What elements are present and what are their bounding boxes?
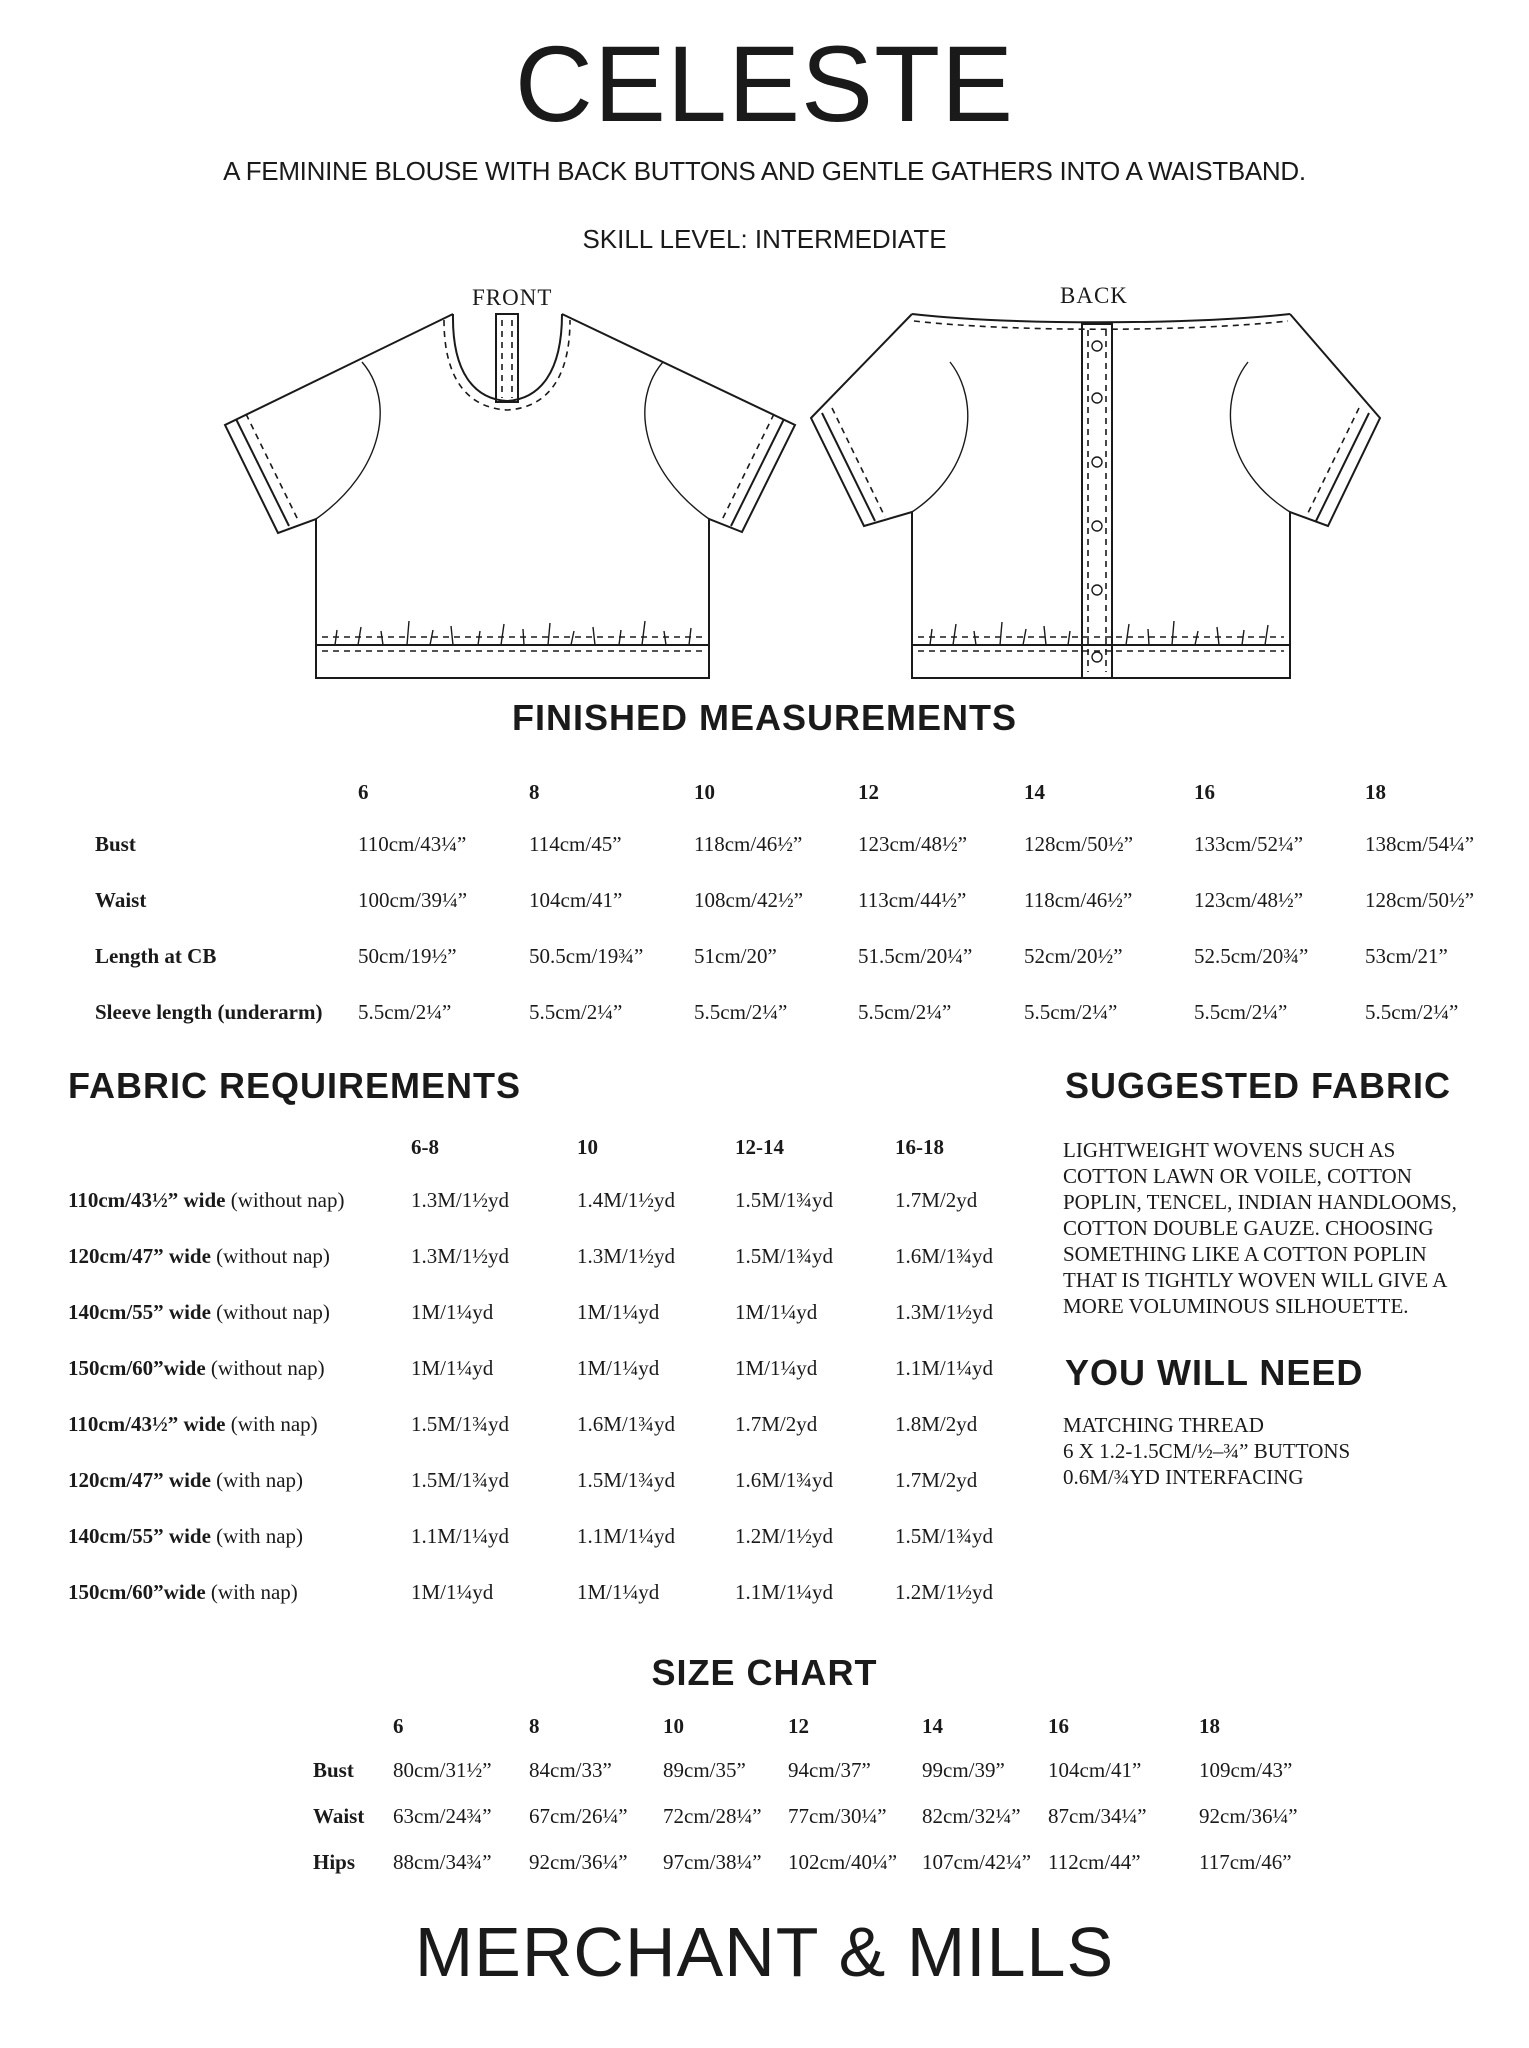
fabric-width: 120cm/47” wide xyxy=(68,1243,211,1268)
yardage-cell: 1M/1¼yd xyxy=(577,1355,660,1380)
yardage-cell: 1M/1¼yd xyxy=(411,1355,494,1380)
value-cell: 53cm/21” xyxy=(1365,943,1448,968)
value-cell: 52cm/20½” xyxy=(1024,943,1123,968)
fabric-size-header-row xyxy=(68,1122,1035,1172)
yardage-cell: 1.2M/1½yd xyxy=(895,1579,994,1604)
size-chart-row-bust xyxy=(313,1747,1329,1793)
empty-cell xyxy=(95,768,358,816)
size-label: 12 xyxy=(788,1713,809,1738)
size-range-label: 16-18 xyxy=(895,1134,944,1159)
size-range-label: 6-8 xyxy=(411,1134,439,1159)
value-cell: 123cm/48½” xyxy=(1194,887,1304,912)
text-line: LIGHTWEIGHT WOVENS SUCH AS xyxy=(1063,1138,1396,1162)
size-label: 16 xyxy=(1048,1713,1069,1738)
value-cell: 138cm/54¼” xyxy=(1365,831,1475,856)
back-view-label: BACK xyxy=(1060,283,1128,308)
text-line: POPLIN, TENCEL, INDIAN HANDLOOMS, xyxy=(1063,1190,1457,1214)
value-cell: 5.5cm/2¼” xyxy=(1024,999,1118,1024)
value-cell: 100cm/39¼” xyxy=(358,887,468,912)
value-cell: 92cm/36¼” xyxy=(1199,1803,1298,1828)
value-cell: 5.5cm/2¼” xyxy=(358,999,452,1024)
nap-note: (with nap) xyxy=(216,1523,304,1548)
size-label: 18 xyxy=(1199,1713,1220,1738)
pattern-title: CELESTE xyxy=(514,23,1015,144)
yardage-cell: 1M/1¼yd xyxy=(735,1299,818,1324)
fabric-requirements-heading: FABRIC REQUIREMENTS xyxy=(68,1065,522,1106)
value-cell: 112cm/44” xyxy=(1048,1849,1141,1874)
yardage-cell: 1M/1¼yd xyxy=(411,1579,494,1604)
yardage-cell: 1M/1¼yd xyxy=(577,1579,660,1604)
size-label: 10 xyxy=(694,779,715,804)
value-cell: 77cm/30¼” xyxy=(788,1803,887,1828)
nap-note: (with nap) xyxy=(216,1467,304,1492)
size-label: 14 xyxy=(922,1713,943,1738)
list-item: MATCHING THREAD xyxy=(1063,1413,1264,1437)
fabric-width-cell xyxy=(68,1172,411,1228)
yardage-cell: 1.3M/1½yd xyxy=(411,1187,510,1212)
yardage-cell: 1.1M/1¼yd xyxy=(411,1523,510,1548)
row-label: Waist xyxy=(95,887,147,912)
value-cell: 51.5cm/20¼” xyxy=(858,943,973,968)
fabric-width: 110cm/43½” wide xyxy=(68,1187,226,1212)
yardage-cell: 1.5M/1¾yd xyxy=(735,1243,834,1268)
yardage-cell: 1.6M/1¾yd xyxy=(735,1467,834,1492)
yardage-cell: 1.6M/1¾yd xyxy=(895,1243,994,1268)
value-cell: 97cm/38¼” xyxy=(663,1849,762,1874)
value-cell: 114cm/45” xyxy=(529,831,622,856)
yardage-cell: 1.1M/1¼yd xyxy=(577,1523,676,1548)
size-label: 14 xyxy=(1024,779,1045,804)
yardage-cell: 1.7M/2yd xyxy=(735,1411,818,1436)
row-label: Bust xyxy=(313,1757,354,1782)
text-line: MORE VOLUMINOUS SILHOUETTE. xyxy=(1063,1294,1409,1318)
value-cell: 118cm/46½” xyxy=(694,831,803,856)
value-cell: 117cm/46” xyxy=(1199,1849,1292,1874)
finished-measurements-table xyxy=(95,768,1505,1040)
yardage-cell: 1.5M/1¾yd xyxy=(735,1187,834,1212)
value-cell: 102cm/40¼” xyxy=(788,1849,898,1874)
text-line: COTTON LAWN OR VOILE, COTTON xyxy=(1063,1164,1412,1188)
value-cell: 123cm/48½” xyxy=(858,831,968,856)
value-cell: 113cm/44½” xyxy=(858,887,967,912)
value-cell: 92cm/36¼” xyxy=(529,1849,628,1874)
fabric-row xyxy=(68,1508,1035,1564)
value-cell: 63cm/24¾” xyxy=(393,1803,492,1828)
fabric-row xyxy=(68,1564,1035,1620)
size-label: 8 xyxy=(529,1713,540,1738)
size-range-label: 12-14 xyxy=(735,1134,784,1159)
value-cell: 50.5cm/19¾” xyxy=(529,943,644,968)
size-chart-heading: SIZE CHART xyxy=(651,1652,878,1693)
fabric-width: 150cm/60”wide xyxy=(68,1355,206,1380)
size-label: 12 xyxy=(858,779,879,804)
value-cell: 118cm/46½” xyxy=(1024,887,1133,912)
value-cell: 5.5cm/2¼” xyxy=(858,999,952,1024)
fabric-row xyxy=(68,1228,1035,1284)
value-cell: 50cm/19½” xyxy=(358,943,457,968)
value-cell: 89cm/35” xyxy=(663,1757,746,1782)
you-will-need-heading: YOU WILL NEED xyxy=(1065,1352,1364,1393)
value-cell: 5.5cm/2¼” xyxy=(529,999,623,1024)
fabric-width: 120cm/47” wide xyxy=(68,1467,211,1492)
value-cell: 110cm/43¼” xyxy=(358,831,467,856)
suggested-fabric-text xyxy=(1063,1137,1457,1319)
fabric-width: 150cm/60”wide xyxy=(68,1579,206,1604)
size-label: 8 xyxy=(529,779,540,804)
size-chart-row-hips xyxy=(313,1839,1329,1885)
text-line: COTTON DOUBLE GAUZE. CHOOSING xyxy=(1063,1216,1434,1240)
text-line: SOMETHING LIKE A COTTON POPLIN xyxy=(1063,1242,1427,1266)
yardage-cell: 1M/1¼yd xyxy=(577,1299,660,1324)
fabric-width-cell xyxy=(68,1564,411,1620)
value-cell: 67cm/26¼” xyxy=(529,1803,628,1828)
measurement-row-sleeve xyxy=(95,984,1505,1040)
measurement-row-bust xyxy=(95,816,1505,872)
fabric-width: 140cm/55” wide xyxy=(68,1299,211,1324)
garment-illustration xyxy=(0,0,1529,700)
suggested-fabric-heading: SUGGESTED FABRIC xyxy=(1065,1065,1452,1106)
yardage-cell: 1M/1¼yd xyxy=(411,1299,494,1324)
text-line: THAT IS TIGHTLY WOVEN WILL GIVE A xyxy=(1063,1268,1448,1292)
fabric-requirements-table xyxy=(68,1122,1035,1620)
yardage-cell: 1M/1¼yd xyxy=(735,1355,818,1380)
size-label: 6 xyxy=(393,1713,404,1738)
yardage-cell: 1.7M/2yd xyxy=(895,1187,978,1212)
yardage-cell: 1.4M/1½yd xyxy=(577,1187,676,1212)
value-cell: 104cm/41” xyxy=(529,887,623,912)
value-cell: 133cm/52¼” xyxy=(1194,831,1304,856)
size-chart-table xyxy=(313,1705,1329,1885)
row-label: Length at CB xyxy=(95,943,217,968)
size-range-label: 10 xyxy=(577,1134,598,1159)
size-label: 18 xyxy=(1365,779,1386,804)
fabric-row xyxy=(68,1172,1035,1228)
yardage-cell: 1.1M/1¼yd xyxy=(895,1355,994,1380)
measurement-row-length xyxy=(95,928,1505,984)
brand-footer: MERCHANT & MILLS xyxy=(414,1913,1115,1991)
value-cell: 104cm/41” xyxy=(1048,1757,1142,1782)
value-cell: 108cm/42½” xyxy=(694,887,804,912)
value-cell: 109cm/43” xyxy=(1199,1757,1293,1782)
front-view-drawing xyxy=(225,314,795,678)
value-cell: 72cm/28¼” xyxy=(663,1803,762,1828)
value-cell: 84cm/33” xyxy=(529,1757,612,1782)
skill-level: SKILL LEVEL: INTERMEDIATE xyxy=(582,224,947,254)
size-chart-header-row xyxy=(313,1705,1329,1747)
value-cell: 87cm/34¼” xyxy=(1048,1803,1147,1828)
measurement-row-waist xyxy=(95,872,1505,928)
row-label: Hips xyxy=(313,1849,356,1874)
fabric-width-cell xyxy=(68,1228,411,1284)
fabric-width-cell xyxy=(68,1396,411,1452)
list-item: 0.6M/¾YD INTERFACING xyxy=(1063,1465,1304,1489)
fabric-row xyxy=(68,1452,1035,1508)
fabric-width-cell xyxy=(68,1340,411,1396)
value-cell: 82cm/32¼” xyxy=(922,1803,1021,1828)
row-label: Waist xyxy=(313,1803,365,1828)
fabric-width-cell xyxy=(68,1508,411,1564)
back-view-drawing xyxy=(811,314,1380,678)
value-cell: 80cm/31½” xyxy=(393,1757,492,1782)
pattern-subtitle: A FEMININE BLOUSE WITH BACK BUTTONS AND GENTLE GATHERS INTO A WAISTBAND. xyxy=(223,156,1306,186)
list-item: 6 X 1.2-1.5CM/½–¾” BUTTONS xyxy=(1063,1439,1351,1463)
fabric-width: 110cm/43½” wide xyxy=(68,1411,226,1436)
nap-note: (without nap) xyxy=(210,1355,325,1380)
yardage-cell: 1.6M/1¾yd xyxy=(577,1411,676,1436)
fabric-row xyxy=(68,1284,1035,1340)
fabric-row xyxy=(68,1340,1035,1396)
yardage-cell: 1.3M/1½yd xyxy=(577,1243,676,1268)
yardage-cell: 1.5M/1¾yd xyxy=(411,1411,510,1436)
yardage-cell: 1.5M/1¾yd xyxy=(411,1467,510,1492)
nap-note: (without nap) xyxy=(216,1299,330,1324)
nap-note: (without nap) xyxy=(216,1243,330,1268)
yardage-cell: 1.1M/1¼yd xyxy=(735,1579,834,1604)
fabric-width: 140cm/55” wide xyxy=(68,1523,211,1548)
row-label: Bust xyxy=(95,831,136,856)
size-header-row xyxy=(95,768,1505,816)
front-view-label: FRONT xyxy=(472,285,553,310)
size-label: 10 xyxy=(663,1713,684,1738)
nap-note: (without nap) xyxy=(230,1187,345,1212)
yardage-cell: 1.3M/1½yd xyxy=(895,1299,994,1324)
row-label: Sleeve length (underarm) xyxy=(95,999,323,1024)
value-cell: 88cm/34¾” xyxy=(393,1849,492,1874)
you-will-need-list xyxy=(1063,1412,1350,1490)
finished-measurements-heading: FINISHED MEASUREMENTS xyxy=(511,697,1018,738)
value-cell: 51cm/20” xyxy=(694,943,777,968)
nap-note: (with nap) xyxy=(210,1579,298,1604)
fabric-width-cell xyxy=(68,1284,411,1340)
fabric-row xyxy=(68,1396,1035,1452)
nap-note: (with nap) xyxy=(230,1411,318,1436)
value-cell: 52.5cm/20¾” xyxy=(1194,943,1309,968)
value-cell: 5.5cm/2¼” xyxy=(1365,999,1459,1024)
value-cell: 99cm/39” xyxy=(922,1757,1005,1782)
value-cell: 5.5cm/2¼” xyxy=(1194,999,1288,1024)
value-cell: 5.5cm/2¼” xyxy=(694,999,788,1024)
empty-cell xyxy=(313,1705,393,1747)
yardage-cell: 1.8M/2yd xyxy=(895,1411,978,1436)
value-cell: 128cm/50½” xyxy=(1365,887,1475,912)
yardage-cell: 1.7M/2yd xyxy=(895,1467,978,1492)
yardage-cell: 1.2M/1½yd xyxy=(735,1523,834,1548)
value-cell: 107cm/42¼” xyxy=(922,1849,1032,1874)
fabric-width-cell xyxy=(68,1452,411,1508)
yardage-cell: 1.5M/1¾yd xyxy=(895,1523,994,1548)
empty-cell xyxy=(68,1122,411,1172)
yardage-cell: 1.5M/1¾yd xyxy=(577,1467,676,1492)
yardage-cell: 1.3M/1½yd xyxy=(411,1243,510,1268)
value-cell: 94cm/37” xyxy=(788,1757,871,1782)
size-chart-row-waist xyxy=(313,1793,1329,1839)
size-label: 16 xyxy=(1194,779,1215,804)
size-label: 6 xyxy=(358,779,369,804)
value-cell: 128cm/50½” xyxy=(1024,831,1134,856)
